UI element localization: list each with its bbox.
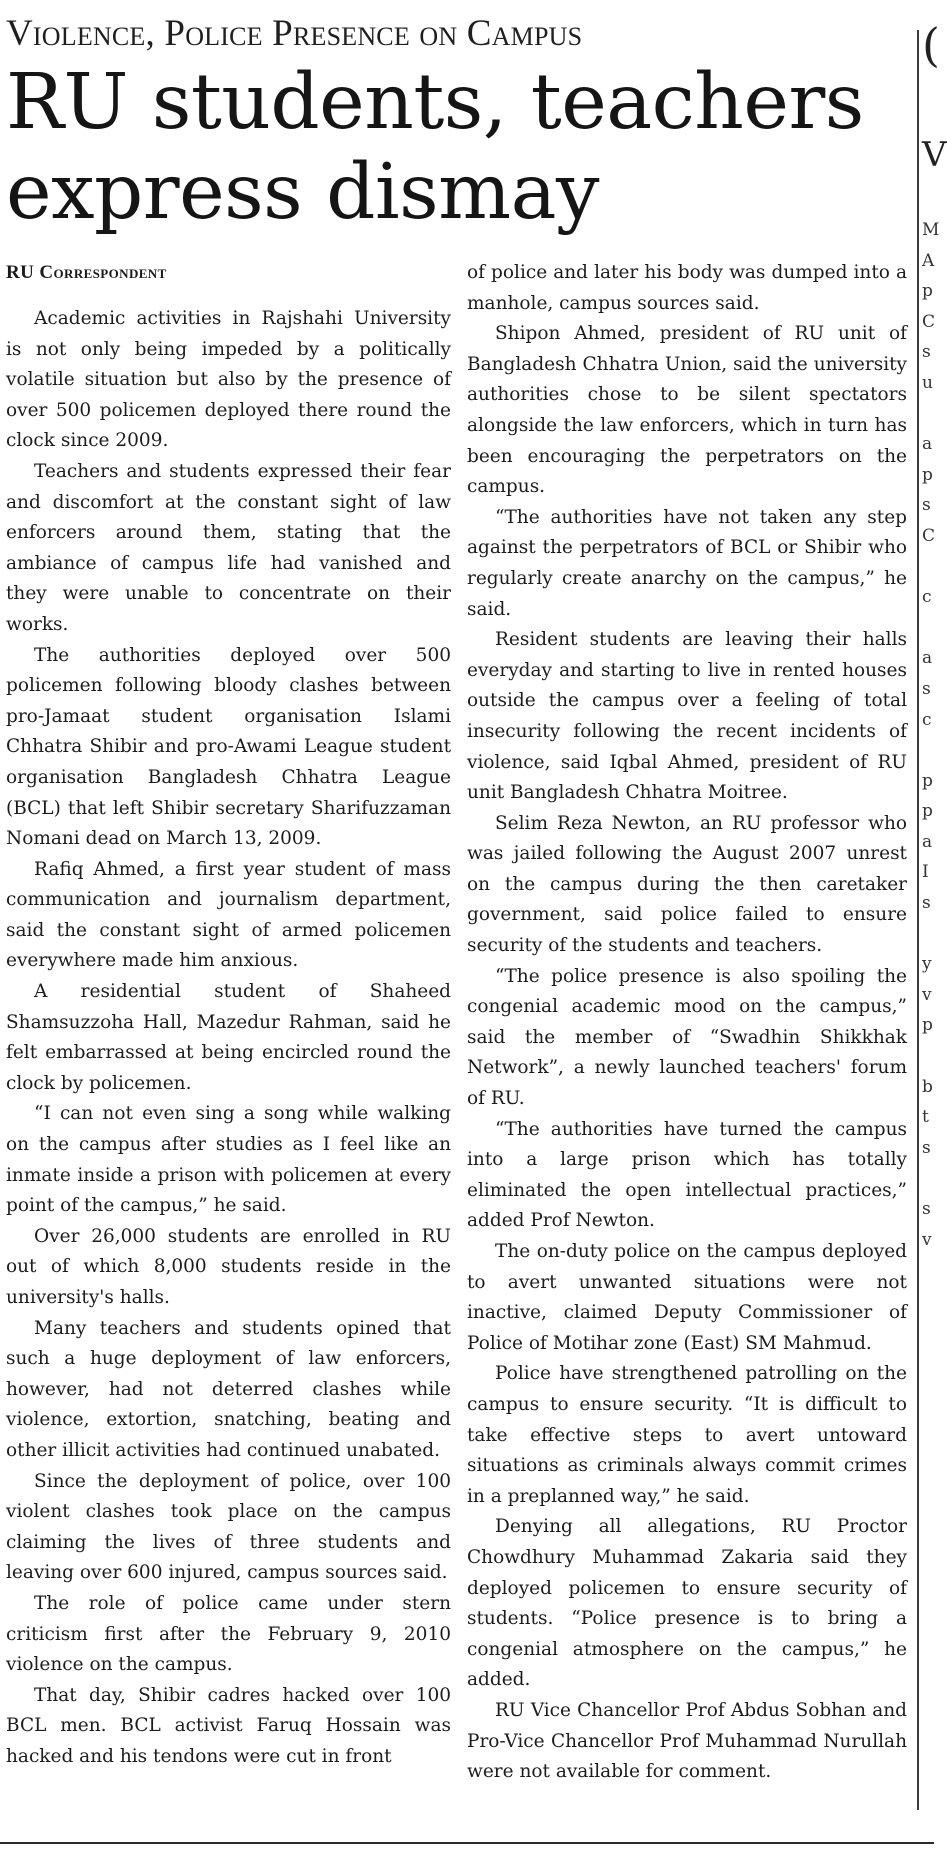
paragraph: Over 26,000 students are enrolled in RU out of which 8,000 students reside in the university's halls. — [6, 1225, 451, 1308]
adjacent-article-fragment: ( — [922, 18, 940, 72]
paragraph: Selim Reza Newton, an RU professor who was jailed following the August 2007 unrest on the campus during the then caretaker government, said police failed to ensure security of the students and teachers. — [467, 812, 907, 957]
clipped-letter: p — [922, 281, 933, 302]
clipped-letter — [922, 613, 934, 644]
clipped-letter: v — [922, 1229, 932, 1250]
paragraph: Many teachers and students opined that such a huge deployment of law enforcers, however, had not deterred clashes while violence, extortion, snatching, beating and other illicit activities had continued unabated. — [6, 1317, 451, 1461]
paragraph: A residential student of Shaheed Shamsuzzoha Hall, Mazedur Rahman, said he felt embarrassed at being encircled round the clock by policemen. — [6, 981, 451, 1094]
clipped-letter: c — [922, 587, 932, 608]
byline: RU Correspondent — [6, 262, 167, 283]
bottom-rule — [0, 1842, 934, 1844]
clipped-letter: C — [922, 525, 936, 546]
clipped-letter: s — [922, 495, 931, 516]
clipped-letter: u — [922, 372, 933, 393]
clipped-letter — [922, 1163, 934, 1194]
paragraph: That day, Shibir cadres hacked over 100 BCL men. BCL activist Faruq Hossain was hacked and his tendons were cut in front — [6, 1684, 451, 1767]
adjacent-article-clipped-column — [922, 215, 940, 1255]
article-column-1 — [6, 304, 451, 1773]
clipped-letter: p — [922, 801, 933, 822]
clipped-letter: y — [922, 954, 932, 975]
article-column-2 — [467, 258, 907, 1788]
paragraph: Since the deployment of police, over 100 violent clashes took place on the campus claiming the lives of three students and leaving over 600 injured, campus sources said. — [6, 1470, 451, 1584]
paragraph: Police have strengthened patrolling on the campus to ensure security. “It is difficult to take effective steps to avert untoward situations as criminals always commit crimes in a preplanned way,” he said. — [467, 1363, 907, 1507]
clipped-letter: C — [922, 311, 936, 332]
clipped-letter: b — [922, 1076, 933, 1097]
paragraph: Teachers and students expressed their fear and discomfort at the constant sight of law enforcers around them, stating that the ambiance of campus life had vanished and they were unable to concentrate on their works. — [6, 460, 451, 635]
paragraph: “The authorities have turned the campus into a large prison which has totally eliminated the open intellectual practices,” added Prof Newton. — [467, 1118, 907, 1232]
paragraph-continuation: of police and later his body was dumped into a manhole, campus sources said. — [467, 262, 907, 314]
clipped-letter — [922, 399, 934, 430]
paragraph: The authorities deployed over 500 policemen following bloody clashes between pro-Jamaat student organisation Islami Chhatra Shibir and pro-Awami League student organisation Bangladesh Chhatra League (BCL) that left Shibir secretary Sharifuzzaman Nomani dead on March 13, 2009. — [6, 644, 451, 850]
column-divider — [917, 30, 919, 1810]
paragraph: “The authorities have not taken any step against the perpetrators of BCL or Shibir who regularly create anarchy on the campus,” he said. — [467, 506, 907, 620]
clipped-letter: I — [922, 862, 929, 883]
paragraph: Rafiq Ahmed, a first year student of mass communication and journalism department, said the constant sight of armed policemen everywhere made him anxious. — [6, 858, 451, 972]
paragraph: “The police presence is also spoiling the congenial academic mood on the campus,” said the member of “Swadhin Shikkhak Network”, a newly launched teachers' forum of RU. — [467, 965, 907, 1110]
paragraph: Resident students are leaving their halls everyday and starting to live in rented houses outside the campus over a feeling of total insecurity following the recent incidents of violence, said Iqbal Ahmed, president of RU unit Bangladesh Chhatra Moitree. — [467, 629, 907, 804]
adjacent-article-fragment: V — [922, 135, 947, 175]
clipped-letter: a — [922, 648, 933, 669]
clipped-letter: s — [922, 893, 931, 914]
paragraph: The role of police came under stern criticism first after the February 9, 2010 violence on the campus. — [6, 1592, 451, 1676]
headline-line-2: express dismay — [6, 148, 600, 237]
paragraph: RU Vice Chancellor Prof Abdus Sobhan and Pro-Vice Chancellor Prof Muhammad Nurullah were not available for comment. — [467, 1699, 907, 1783]
clipped-letter: s — [922, 1199, 931, 1219]
kicker: Violence, Police Presence on Campus — [6, 13, 583, 54]
clipped-letter: s — [922, 1137, 931, 1158]
paragraph: “I can not even sing a song while walking on the campus after studies as I feel like an inmate inside a prison with policemen at every point of the campus,” he said. — [6, 1103, 451, 1217]
clipped-letter: p — [922, 1015, 933, 1036]
clipped-letter — [922, 1041, 934, 1072]
clipped-letter — [922, 919, 934, 950]
clipped-letter: t — [922, 1107, 929, 1128]
clipped-letter: s — [922, 342, 931, 363]
clipped-letter: s — [922, 678, 931, 699]
clipped-letter: v — [922, 984, 932, 1005]
headline-line-1: RU students, teachers — [6, 58, 864, 147]
clipped-letter: p — [922, 770, 933, 791]
clipped-letter — [922, 552, 934, 583]
paragraph: Shipon Ahmed, president of RU unit of Bangladesh Chhatra Union, said the university authorities chose to be silent spectators alongside the law enforcers, which in turn has been encouraging the perpetrators on the campus. — [467, 323, 907, 498]
paragraph: Academic activities in Rajshahi University is not only being impeded by a politically volatile situation but also by the presence of over 500 policemen deployed there round the clock since 2009. — [6, 308, 451, 452]
clipped-letter: A — [922, 250, 935, 271]
clipped-letter: a — [922, 831, 933, 852]
paragraph: Denying all allegations, RU Proctor Chowdhury Muhammad Zakaria said they deployed policemen to ensure security of students. “Police presence is to bring a congenial atmosphere on the campus,” he added. — [467, 1516, 907, 1691]
clipped-letter: c — [922, 709, 932, 730]
clipped-letter — [922, 735, 934, 766]
clipped-letter: a — [922, 434, 933, 455]
paragraph: The on-duty police on the campus deployed to avert unwanted situations were not inactive, claimed Deputy Commissioner of Police of Motihar zone (East) SM Mahmud. — [467, 1241, 907, 1354]
headline — [6, 58, 911, 238]
clipped-letter: M — [922, 220, 940, 240]
clipped-letter: p — [922, 464, 933, 485]
